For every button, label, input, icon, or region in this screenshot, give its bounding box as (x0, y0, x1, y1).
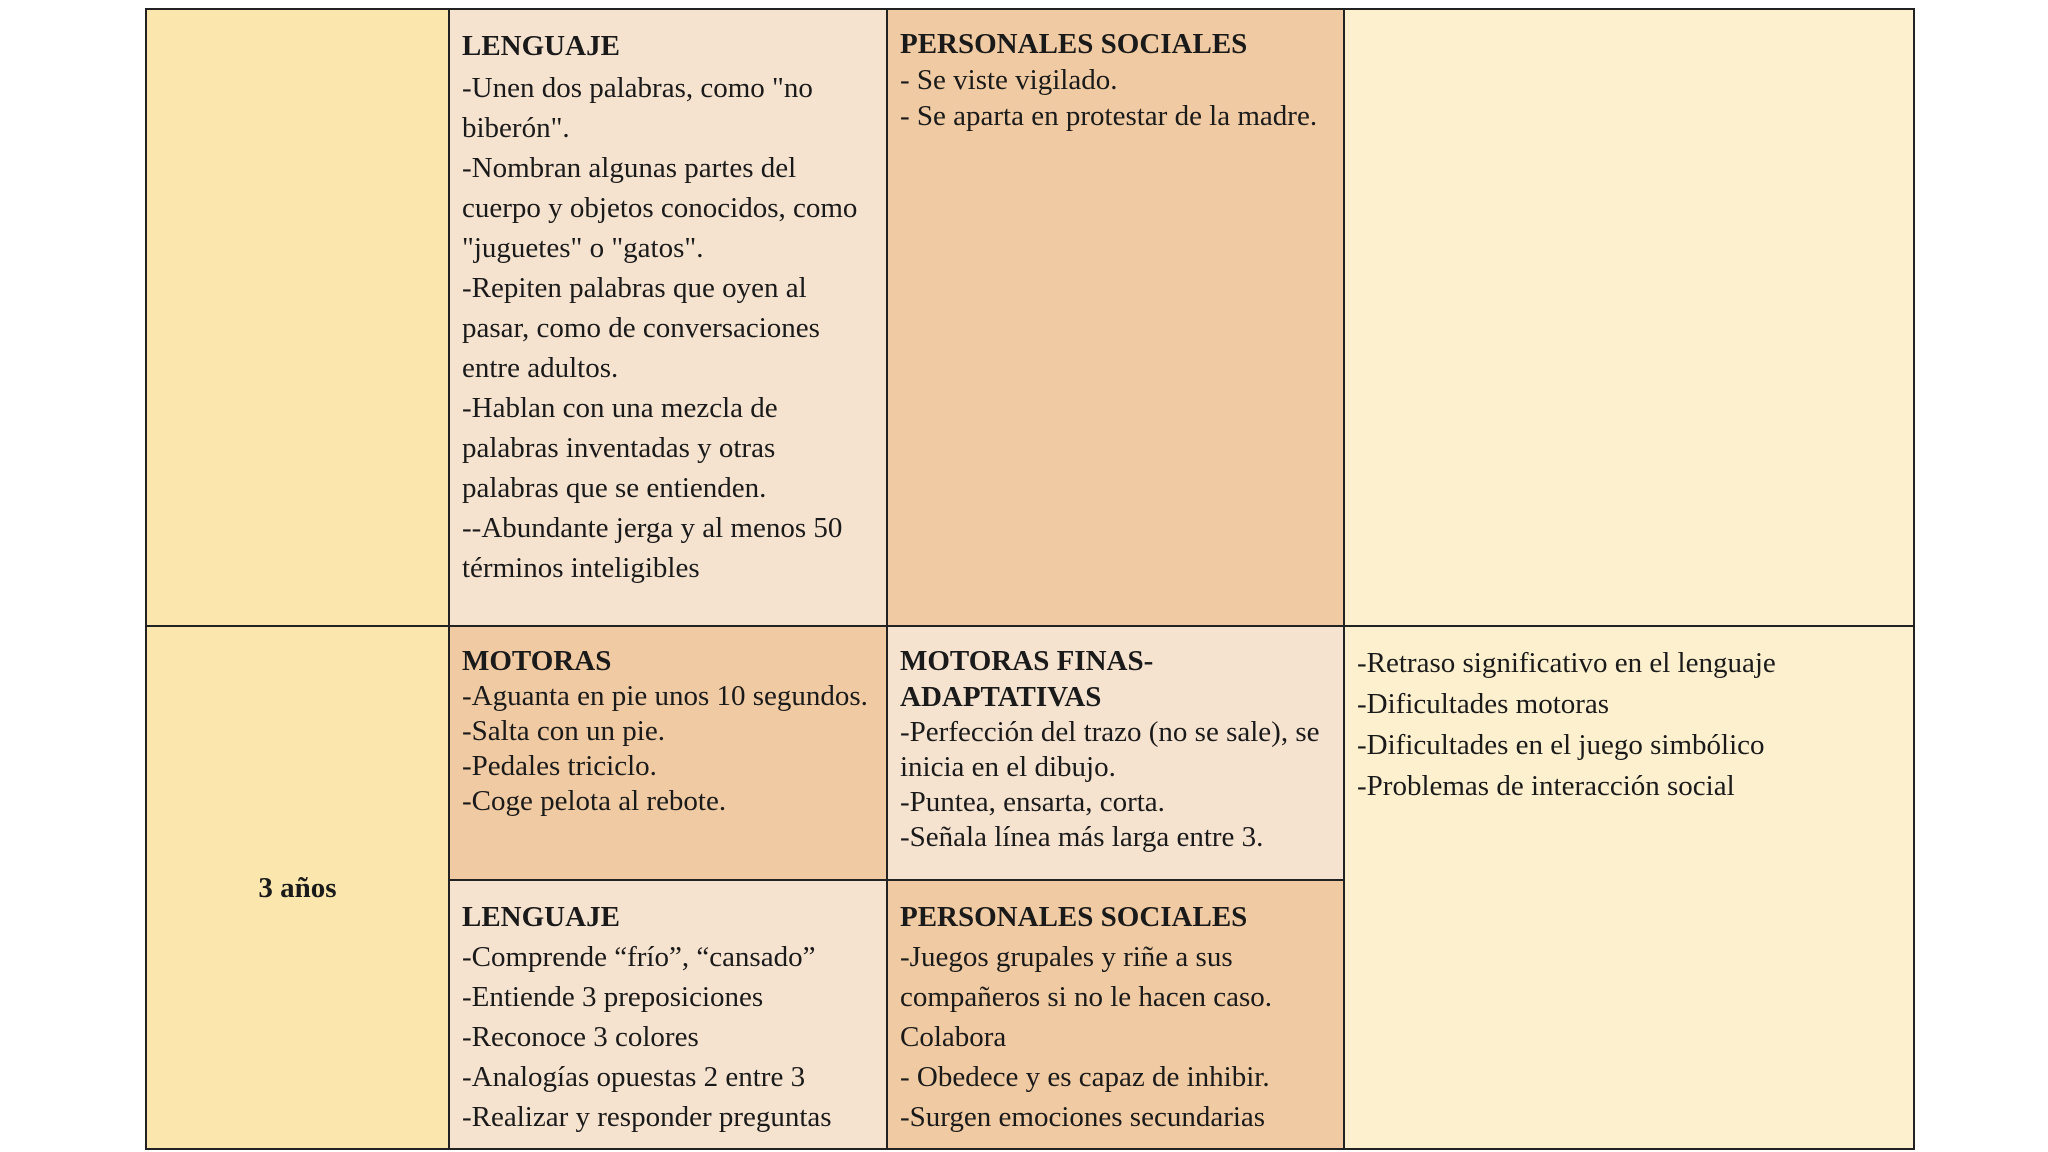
alertas-cell-row2 (1345, 627, 1913, 1148)
age-cell-3 (147, 627, 450, 1148)
alerta-item: -Retraso significativo en el lenguaje (1357, 647, 1776, 679)
personales-cell-row1 (888, 10, 1345, 627)
personales-item: -Surgen emociones secundarias (900, 1101, 1266, 1133)
personales-item: - Obedece y es capaz de inhibir. (900, 1061, 1270, 1093)
motoras-item: -Pedales triciclo. (462, 750, 657, 782)
lenguaje-item: -Repiten palabras que oyen al pasar, como de conversaciones entre adultos. (462, 272, 820, 384)
lenguaje-item: -Analogías opuestas 2 entre 3 (462, 1061, 806, 1093)
motoras-item: -Aguanta en pie unos 10 segundos. (462, 680, 868, 712)
lenguaje-item: --Abundante jerga y al menos 50 términos inteligibles (462, 512, 843, 584)
finas-item: -Perfección del trazo (no se sale), se inicia en el dibujo. (900, 716, 1320, 783)
lenguaje-item: -Hablan con una mezcla de palabras inventadas y otras palabras que se entienden. (462, 392, 778, 504)
finas-item: -Señala línea más larga entre 3. (900, 821, 1264, 853)
lenguaje-heading: LENGUAJE (462, 30, 620, 62)
alerta-item: -Dificultades motoras (1357, 688, 1610, 720)
age-label: 3 años (258, 871, 337, 904)
lenguaje-heading: LENGUAJE (462, 901, 620, 933)
alerta-item: -Dificultades en el juego simbólico (1357, 729, 1765, 761)
lenguaje-item: -Realizar y responder preguntas (462, 1101, 832, 1133)
motoras-cell (450, 627, 888, 881)
personales-cell-row2 (888, 881, 1345, 1148)
personales-heading: PERSONALES SOCIALES (900, 901, 1248, 933)
personales-item: - Se aparta en protestar de la madre. (900, 100, 1318, 132)
finas-adaptativas-cell (888, 627, 1345, 881)
lenguaje-item: -Nombran algunas partes del cuerpo y objetos conocidos, como "juguetes" o "gatos". (462, 152, 858, 264)
motoras-heading: MOTORAS (462, 645, 612, 677)
personales-heading: PERSONALES SOCIALES (900, 28, 1248, 60)
lenguaje-cell-row1 (450, 10, 888, 627)
alerta-item: -Problemas de interacción social (1357, 770, 1735, 802)
motoras-item: -Salta con un pie. (462, 715, 665, 747)
motoras-item: -Coge pelota al rebote. (462, 785, 727, 817)
lenguaje-item: -Comprende “frío”, “cansado” (462, 941, 816, 973)
finas-item: -Puntea, ensarta, corta. (900, 786, 1165, 818)
personales-item: - Se viste vigilado. (900, 64, 1118, 96)
finas-heading: MOTORAS FINAS-ADAPTATIVAS (900, 645, 1154, 713)
lenguaje-cell-row2 (450, 881, 888, 1148)
alertas-cell-row1 (1345, 10, 1913, 627)
development-table (145, 8, 1915, 1150)
lenguaje-item: -Reconoce 3 colores (462, 1021, 699, 1053)
lenguaje-item: -Entiende 3 preposiciones (462, 981, 764, 1013)
personales-item: -Juegos grupales y riñe a sus compañeros si no le hacen caso. Colabora (900, 941, 1273, 1053)
age-cell-empty (147, 10, 450, 627)
lenguaje-item: -Unen dos palabras, como "no biberón". (462, 72, 813, 144)
